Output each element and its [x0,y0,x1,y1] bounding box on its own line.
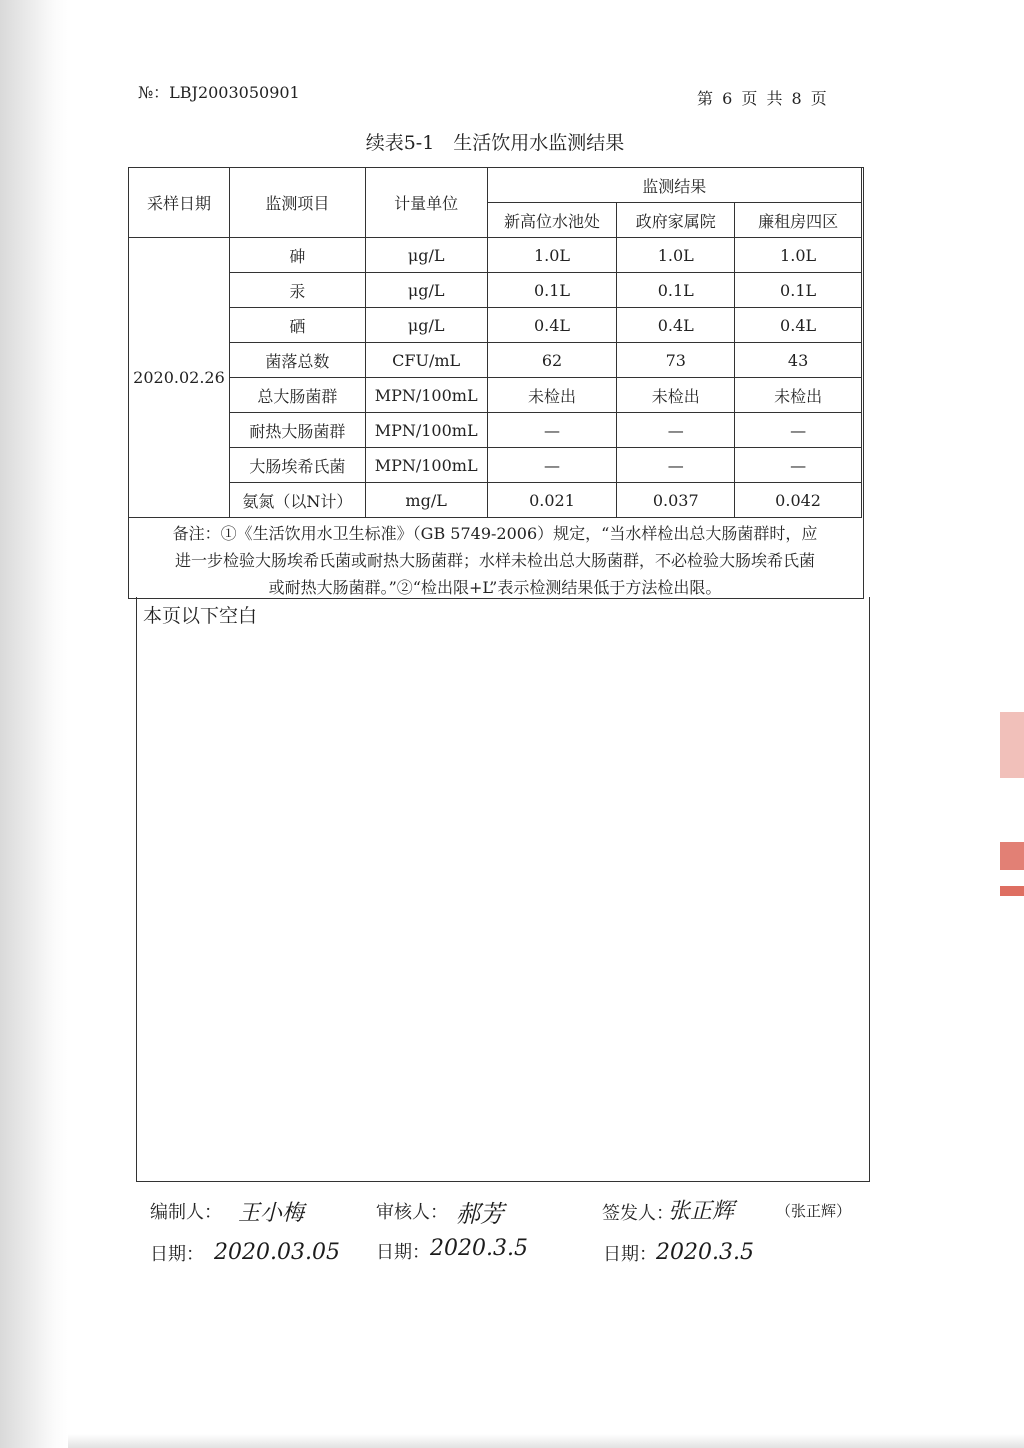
issued-by-signature: 张正辉 [668,1199,735,1224]
scan-shadow-bottom [68,1434,1024,1448]
value-cell: 43 [735,343,862,378]
item-cell: 硒 [229,308,365,343]
value-cell: 0.1L [735,273,862,308]
value-cell: 1.0L [617,238,735,273]
reviewed-by-label: 审核人： [376,1202,448,1223]
value-cell: 0.037 [617,483,735,518]
value-cell: 0.1L [487,273,617,308]
monitoring-results-table [128,167,862,518]
note-line: 或耐热大肠菌群。”②“检出限+L”表示检测结果低于方法检出限。 [268,578,722,597]
table-row [129,483,862,518]
scan-shadow-left [0,0,68,1448]
header-sample-date: 采样日期 [129,168,230,238]
report-number: №：LBJ2003050901 [138,83,300,102]
unit-cell: MPN/100mL [365,448,487,483]
value-cell: 1.0L [487,238,617,273]
red-seal-fragment [1000,886,1024,896]
unit-cell: mg/L [365,483,487,518]
table-row [129,273,862,308]
unit-cell: CFU/mL [365,343,487,378]
reviewed-date: 2020.3.5 [430,1236,528,1261]
table-row [129,238,862,273]
prepared-by-signature: 王小梅 [238,1201,305,1226]
item-cell: 耐热大肠菌群 [229,413,365,448]
table-row [129,413,862,448]
header-results: 监测结果 [487,168,861,203]
item-cell: 砷 [229,238,365,273]
value-cell: 未检出 [735,378,862,413]
item-cell: 大肠埃希氏菌 [229,448,365,483]
red-seal-fragment [1000,842,1024,870]
value-cell: 0.4L [487,308,617,343]
reviewed-date-label: 日期： [376,1242,430,1263]
value-cell: 0.021 [487,483,617,518]
unit-cell: MPN/100mL [365,378,487,413]
value-cell: 62 [487,343,617,378]
blank-notice: 本页以下空白 [143,605,258,627]
item-cell: 氨氮（以N计） [229,483,365,518]
value-cell: — [617,413,735,448]
unit-cell: μg/L [365,308,487,343]
unit-cell: μg/L [365,273,487,308]
item-cell: 菌落总数 [229,343,365,378]
issued-by-label: 签发人： [602,1203,674,1224]
sample-date-cell: 2020.02.26 [129,238,230,518]
value-cell: 0.4L [617,308,735,343]
header-site-1: 新高位水池处 [487,203,617,238]
unit-cell: μg/L [365,238,487,273]
value-cell: 0.4L [735,308,862,343]
red-seal-fragment [1000,712,1024,778]
table-note [129,517,861,598]
page-indicator: 第 6 页 共 8 页 [697,89,829,108]
note-line: 备注：①《生活饮用水卫生标准》（GB 5749-2006）规定，“当水样检出总大肠菌群时，应 [172,524,818,543]
value-cell: — [487,448,617,483]
header-unit: 计量单位 [365,168,487,238]
prepared-date-label: 日期： [150,1244,204,1265]
item-cell: 总大肠菌群 [229,378,365,413]
value-cell: 1.0L [735,238,862,273]
table-title: 续表5-1 生活饮用水监测结果 [365,132,625,154]
prepared-date: 2020.03.05 [214,1240,340,1265]
value-cell: — [487,413,617,448]
table-row [129,308,862,343]
issued-date: 2020.3.5 [656,1240,754,1265]
note-line: 进一步检验大肠埃希氏菌或耐热大肠菌群；水样未检出总大肠菌群，不必检验大肠埃希氏菌 [174,551,815,570]
value-cell: 73 [617,343,735,378]
table-row [129,378,862,413]
header-site-3: 廉租房四区 [735,203,862,238]
value-cell: — [735,413,862,448]
table-row [129,448,862,483]
item-cell: 汞 [229,273,365,308]
value-cell: 0.1L [617,273,735,308]
blank-area-box [136,597,870,1182]
value-cell: 未检出 [617,378,735,413]
header-item: 监测项目 [229,168,365,238]
value-cell: 0.042 [735,483,862,518]
value-cell: — [735,448,862,483]
issued-by-printed-name: （张正辉） [776,1202,852,1220]
value-cell: 未检出 [487,378,617,413]
issued-date-label: 日期： [603,1244,657,1265]
table-row [129,343,862,378]
value-cell: — [617,448,735,483]
reviewed-by-signature: 郝芳 [456,1200,504,1228]
prepared-by-label: 编制人： [150,1202,222,1223]
unit-cell: MPN/100mL [365,413,487,448]
header-site-2: 政府家属院 [617,203,735,238]
